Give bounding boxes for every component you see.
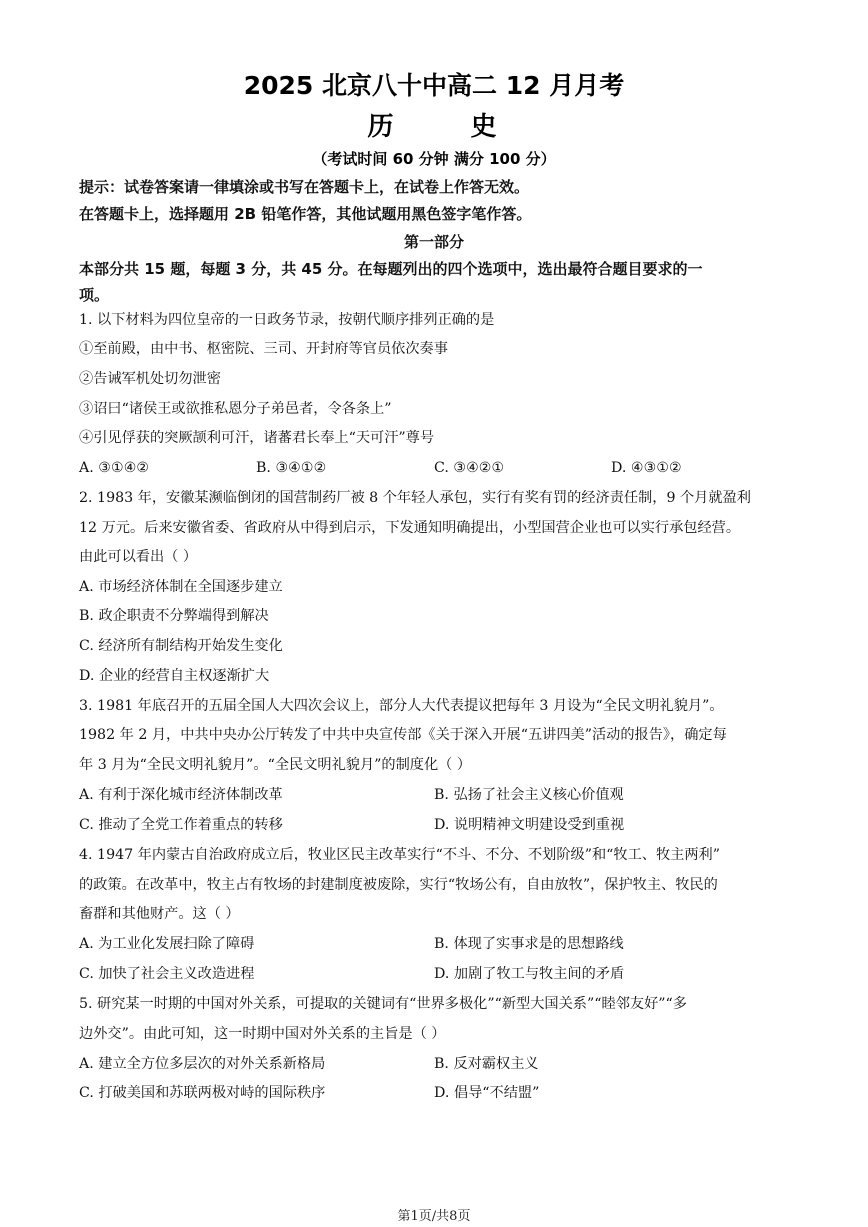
question-2-option-b: B. 政企职责不分弊端得到解决 <box>79 608 269 624</box>
question-5-option-c: C. 打破美国和苏联两极对峙的国际秩序 <box>79 1085 326 1101</box>
question-1-item-4: ④引见俘获的突厥颉利可汗，诸蕃君长奉上“天可汗”尊号 <box>79 430 435 446</box>
question-1-option-d: D. ④③①② <box>611 460 682 476</box>
notice-line-1: 提示：试卷答案请一律填涂或书写在答题卡上，在试卷上作答无效。 <box>79 178 530 196</box>
question-1-option-b: B. ③④①② <box>256 460 327 476</box>
question-3-option-a: A. 有利于深化城市经济体制改革 <box>79 787 283 803</box>
notice-line-2: 在答题卡上，选择题用 2B 铅笔作答，其他试题用黑色签字笔作答。 <box>79 205 532 223</box>
exam-title: 2025 北京八十中高二 12 月月考 <box>243 71 625 100</box>
question-5-option-d: D. 倡导“不结盟” <box>434 1085 540 1101</box>
question-1-item-3: ③诏曰“诸侯王或欲推私恩分子弟邑者，令各条上” <box>79 401 392 417</box>
question-1-option-a: A. ③①④② <box>79 460 150 476</box>
question-3-stem-line-2: 1982 年 2 月，中共中央办公厅转发了中共中央宣传部《关于深入开展“五讲四美”活动的报告》，确定每 <box>79 727 727 743</box>
question-5-stem-line-1: 5. 研究某一时期的中国对外关系，可提取的关键词有“世界多极化”“新型大国关系”“睦邻友好”“多 <box>79 996 687 1012</box>
question-2-option-a: A. 市场经济体制在全国逐步建立 <box>79 579 283 595</box>
question-5-stem-line-2: 边外交”。由此可知，这一时期中国对外关系的主旨是（ ） <box>79 1026 446 1042</box>
question-2-option-c: C. 经济所有制结构开始发生变化 <box>79 638 283 654</box>
subject-title: 历 史 <box>367 112 531 142</box>
question-3-stem-line-3: 年 3 月为“全民文明礼貌月”。“全民文明礼貌月”的制度化（ ） <box>79 757 472 773</box>
question-2-stem-line-2: 12 万元。后来安徽省委、省政府从中得到启示，下发通知明确提出，小型国营企业也可以实行承包经营。 <box>79 520 741 536</box>
question-4-option-d: D. 加剧了牧工与牧主间的矛盾 <box>434 966 625 982</box>
question-4-stem-line-2: 的政策。在改革中，牧主占有牧场的封建制度被废除，实行“牧场公有，自由放牧”，保护牧主、牧民的 <box>79 877 718 893</box>
question-3-option-b: B. 弘扬了社会主义核心价值观 <box>434 787 624 803</box>
question-4-stem-line-3: 畜群和其他财产。这（ ） <box>79 906 240 922</box>
question-3-option-c: C. 推动了全党工作着重点的转移 <box>79 817 283 833</box>
question-4-stem-line-1: 4. 1947 年内蒙古自治政府成立后，牧业区民主改革实行“不斗、不分、不划阶级”和“牧工、牧主两利” <box>79 847 720 863</box>
question-2-stem-line-3: 由此可以看出（ ） <box>79 549 198 565</box>
question-1-item-2: ②告诫军机处切勿泄密 <box>79 371 221 387</box>
part-intro-line-2: 项。 <box>79 286 110 304</box>
part-intro-line-1: 本部分共 15 题，每题 3 分，共 45 分。在每题列出的四个选项中，选出最符合题目要求的一 <box>79 260 703 278</box>
part-title: 第一部分 <box>403 233 464 251</box>
question-4-option-c: C. 加快了社会主义改造进程 <box>79 966 255 982</box>
question-1-option-c: C. ③④②① <box>434 460 505 476</box>
question-4-option-a: A. 为工业化发展扫除了障碍 <box>79 936 255 952</box>
question-3-stem-line-1: 3. 1981 年底召开的五届全国人大四次会议上，部分人大代表提议把每年 3 月设为“全民文明礼貌月”。 <box>79 698 724 714</box>
question-5-option-a: A. 建立全方位多层次的对外关系新格局 <box>79 1056 326 1072</box>
question-5-option-b: B. 反对霸权主义 <box>434 1056 539 1072</box>
question-2-stem-line-1: 2. 1983 年，安徽某濒临倒闭的国营制药厂被 8 个年轻人承包，实行有奖有罚的经济责任制，9 个月就盈利 <box>79 490 751 506</box>
exam-time-info: （考试时间 60 分钟 满分 100 分） <box>312 150 556 168</box>
question-1-stem: 1. 以下材料为四位皇帝的一日政务节录，按朝代顺序排列正确的是 <box>79 312 495 328</box>
question-1-item-1: ①至前殿，由中书、枢密院、三司、开封府等官员依次奏事 <box>79 341 448 357</box>
question-2-option-d: D. 企业的经营自主权逐渐扩大 <box>79 668 270 684</box>
page-number: 第1页/共8页 <box>397 1209 471 1224</box>
question-3-option-d: D. 说明精神文明建设受到重视 <box>434 817 625 833</box>
question-4-option-b: B. 体现了实事求是的思想路线 <box>434 936 624 952</box>
